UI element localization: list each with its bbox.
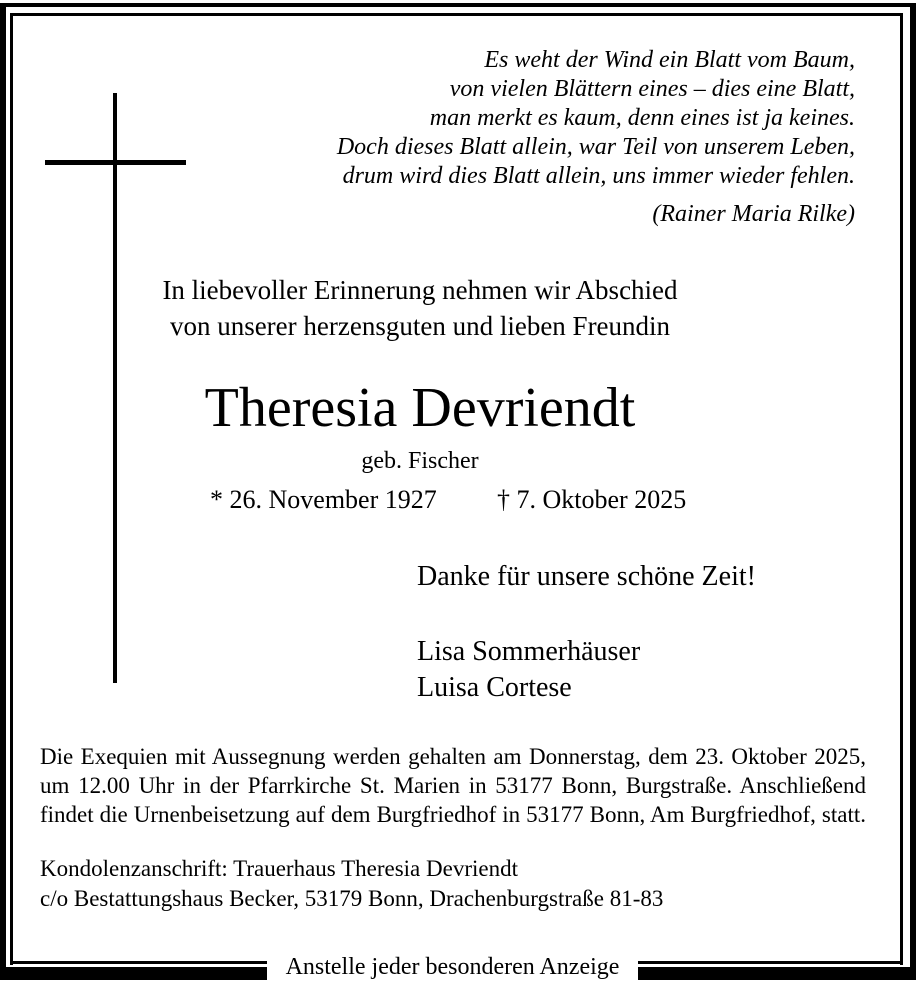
bottom-border-right-thin <box>638 961 903 964</box>
service-line <box>40 742 866 771</box>
intro-line: von unserer herzensguten und lieben Freundin <box>169 311 671 341</box>
poem-line: Es weht der Wind ein Blatt vom Baum, <box>484 47 855 73</box>
intro-line: In liebevoller Erinnerung nehmen wir Abschied <box>162 275 678 305</box>
service-line <box>40 800 866 829</box>
condolence-line: Kondolenzanschrift: Trauerhaus Theresia Devriendt <box>40 856 518 881</box>
mourner-name: Luisa Cortese <box>417 672 572 703</box>
footer-label: Anstelle jeder besonderen Anzeige <box>285 954 620 980</box>
cross-horizontal-bar <box>45 160 186 165</box>
bottom-border-left-thick <box>0 967 267 980</box>
service-line-text: Die Exequien mit Aussegnung werden gehalten am Donnerstag, dem 23. Oktober 2025, <box>40 744 866 769</box>
condolence-line: c/o Bestattungshaus Becker, 53179 Bonn, Drachenburgstraße 81-83 <box>40 886 664 911</box>
poem-line: drum wird dies Blatt allein, uns immer wieder fehlen. <box>342 163 855 189</box>
poem-attribution: (Rainer Maria Rilke) <box>652 201 855 227</box>
service-line-text: um 12.00 Uhr in der Pfarrkirche St. Marien in 53177 Bonn, Burgstraße. Anschließend <box>40 773 866 798</box>
service-announcement <box>40 742 866 829</box>
condolence-address <box>40 854 663 914</box>
deceased-name: Theresia Devriendt <box>204 377 636 439</box>
farewell-intro <box>20 272 820 344</box>
birth-date: * 26. November 1927 <box>210 485 437 514</box>
death-date: † 7. Oktober 2025 <box>497 485 687 514</box>
mourners-list <box>417 634 756 706</box>
farewell-message: Danke für unsere schöne Zeit! <box>417 561 756 592</box>
maiden-name: geb. Fischer <box>361 448 479 474</box>
memorial-poem <box>337 46 855 229</box>
bottom-border-right-thick <box>638 967 916 980</box>
mourner-name: Lisa Sommerhäuser <box>417 636 641 667</box>
farewell-block <box>417 560 756 706</box>
bottom-border-left-thin <box>10 961 267 964</box>
service-line <box>40 771 866 800</box>
service-line-text: findet die Urnenbeisetzung auf dem Burgfriedhof in 53177 Bonn, Am Burgfriedhof, statt. <box>40 802 866 827</box>
poem-line: man merkt es kaum, denn eines ist ja keines. <box>429 105 855 131</box>
poem-line: von vielen Blättern eines – dies eine Blatt, <box>449 76 855 102</box>
poem-line: Doch dieses Blatt allein, war Teil von unserem Leben, <box>336 134 855 160</box>
